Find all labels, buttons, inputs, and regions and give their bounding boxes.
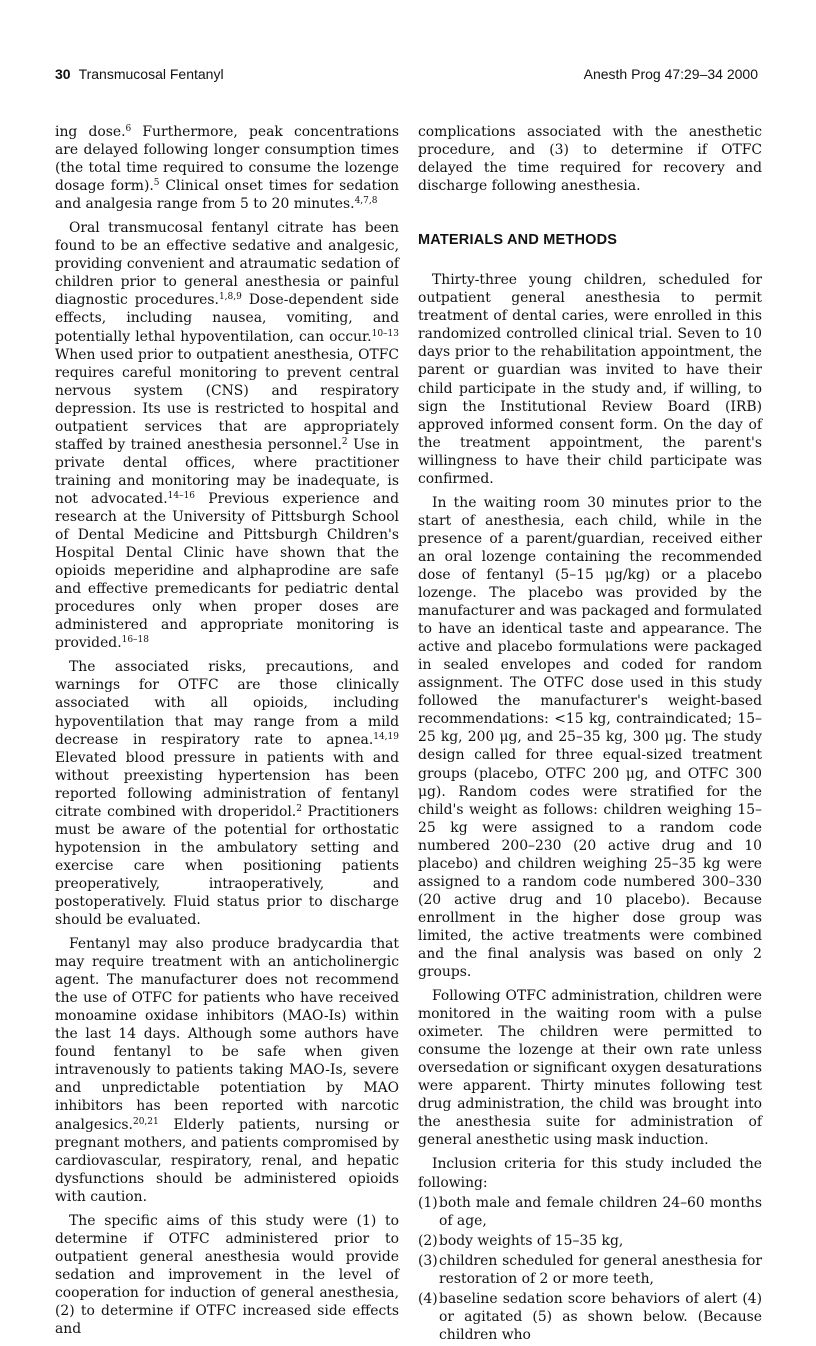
left-column: [55, 123, 399, 1344]
list-item: (3) children scheduled for general anesthesia for restoration of 2 or more teeth,: [418, 1252, 762, 1287]
paragraph: ing dose.$^6$ Furthermore, peak concentrations are delayed following longer consumption times (the total time required to consume the lozenge dosage form).$^5$ Clinical onset times for sedation and analgesia range from 5 to 20 minutes.$^{4,7,8}$: [55, 124, 399, 213]
paragraph: In the waiting room 30 minutes prior to the start of anesthesia, each child, while in the presence of a parent/guardian, received either an oral lozenge containing the recommended dose of fentanyl (5–15 μg/kg) or a placebo lozenge. The placebo was provided by the manufacturer and was packaged and formulated to have an identical taste and appearance. The active and placebo formulations were packaged in sealed envelopes and coded for random assignment. The OTFC dose used in this study followed the manufacturer's weight-based recommendations: <15 kg, contraindicated; 15–25 kg, 200 μg, and 25–35 kg, 300 μg. The study design called for three equal-sized treatment groups (placebo, OTFC 200 μg, and OTFC 300 μg). Random codes were stratified for the child's weight as follows: children weighing 15–25 kg were assigned to a random code numbered 200–230 (20 active drug and 10 placebo) and children weighing 25–35 kg were assigned to a random code numbered 300–330 (20 active drug and 10 placebo). Because enrollment in the higher dose group was limited, the active treatments were combined and the final analysis was based on only 2 groups.: [418, 494, 762, 981]
running-header: [55, 66, 758, 86]
paragraph: complications associated with the anesthetic procedure, and (3) to determine if OTFC delayed the time required for recovery and discharge following anesthesia.: [418, 124, 762, 195]
paragraph: Inclusion criteria for this study included the following:: [418, 1156, 762, 1191]
paragraph: Oral transmucosal fentanyl citrate has been found to be an effective sedative and analgesic, providing convenient and atraumatic sedation of children prior to general anesthesia or painful diagnostic procedures.$^{1,8,9}$ Dose-dependent side effects, including nausea, vomiting, and potentially lethal hypoventilation, can occur.$^{10-13}$ When used prior to outpatient anesthesia, OTFC requires careful monitoring to prevent central nervous system (CNS) and respiratory depression. Its use is restricted to hospital and outpatient services that are appropriately staffed by trained anesthesia personnel.$^2$ Use in private dental offices, where practitioner training and monitoring may be inadequate, is not advocated.$^{14-16}$ Previous experience and research at the University of Pittsburgh School of Dental Medicine and Pittsburgh Children's Hospital Dental Clinic have shown that the opioids meperidine and alphaprodine are safe and effective premedicants for pediatric dental procedures only when proper doses are administered and appropriate monitoring is provided.$^{16-18}$: [55, 220, 399, 652]
list-item: (4) baseline sedation score behaviors of alert (4) or agitated (5) as shown below. (Because children who: [418, 1290, 762, 1343]
list-item: (2) body weights of 15–35 kg,: [418, 1232, 624, 1249]
paragraph: Thirty-three young children, scheduled for outpatient general anesthesia to permit treatment of dental caries, were enrolled in this randomized controlled clinical trial. Seven to 10 days prior to the rehabilitation appointment, the parent or guardian was invited to have their child participate in the study and, if willing, to sign the Institutional Review Board (IRB) approved informed consent form. On the day of the treatment appointment, the parent's willingness to have their child participate was confirmed.: [418, 272, 762, 487]
page-number: 30: [55, 66, 71, 82]
inclusion-criteria-list: [418, 1194, 762, 1344]
running-title: Transmucosal Fentanyl: [78, 66, 224, 82]
list-item: (1) both male and female children 24–60 months of age,: [418, 1194, 762, 1229]
journal-citation: Anesth Prog 47:29–34 2000: [583, 66, 758, 82]
paragraph: The specific aims of this study were (1) to determine if OTFC administered prior to outpatient general anesthesia would provide sedation and improvement in the level of cooperation for induction of general anesthesia, (2) to determine if OTFC increased side effects and: [55, 1212, 399, 1338]
paragraph: The associated risks, precautions, and warnings for OTFC are those clinically associated with all opioids, including hypoventilation that may range from a mild decrease in respiratory rate to apnea.$^{14,19}$ Elevated blood pressure in patients with and without preexisting hypertension has been reported following administration of fentanyl citrate combined with droperidol.$^2$ Practitioners must be aware of the potential for orthostatic hypotension in the ambulatory setting and exercise care when positioning patients preoperatively, intraoperatively, and postoperatively. Fluid status prior to discharge should be evaluated.: [55, 659, 400, 929]
paragraph: Fentanyl may also produce bradycardia that may require treatment with an anticholinergic agent. The manufacturer does not recommend the use of OTFC for patients who have received monoamine oxidase inhibitors (MAO-Is) within the last 14 days. Although some authors have found fentanyl to be safe when given intravenously to patients taking MAO-Is, severe and unpredictable potentiation by MAO inhibitors has been reported with narcotic analgesics.$^{20,21}$ Elderly patients, nursing or pregnant mothers, and patients compromised by cardiovascular, respiratory, renal, and hepatic dysfunctions should be administered opioids with caution.: [55, 936, 399, 1205]
paragraph: Following OTFC administration, children were monitored in the waiting room with a pulse oximeter. The children were permitted to consume the lozenge at their own rate unless oversedation or significant oxygen desaturations were apparent. Thirty minutes following test drug administration, the child was brought into the anesthesia suite for administration of general anesthetic using mask induction.: [418, 988, 762, 1149]
right-column: [418, 123, 762, 1346]
section-heading: MATERIALS AND METHODS: [418, 232, 618, 249]
